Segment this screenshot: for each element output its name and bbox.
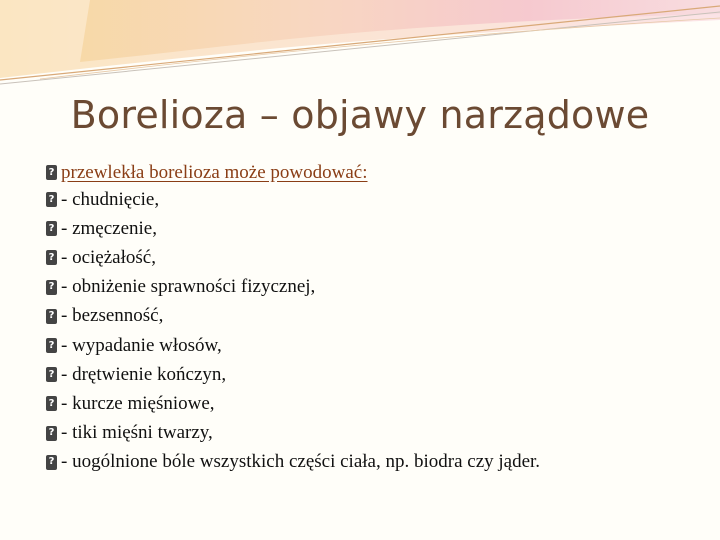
bullet-icon: ? [46, 396, 57, 411]
bullet-icon: ? [46, 309, 57, 324]
bullet-icon: ? [46, 165, 57, 180]
list-item-text: - tiki mięśni twarzy, [61, 422, 213, 444]
list-item-text: - chudnięcie, [61, 188, 160, 210]
bullet-icon: ? [46, 426, 57, 441]
bullet-icon: ? [46, 221, 57, 236]
list-item-text: - zmęczenie, [61, 217, 157, 239]
bullet-icon: ? [46, 455, 57, 470]
list-item-text: - obniżenie sprawności fizycznej, [61, 276, 316, 298]
list-item-text: - uogólnione bóle wszystkich części ciała, np. biodra czy jąder. [61, 451, 541, 473]
bullet-icon: ? [46, 192, 57, 207]
list-item [46, 185, 706, 214]
list-item-text: - drętwienie kończyn, [61, 363, 227, 385]
bullet-icon: ? [46, 250, 57, 265]
list-item-text: - kurcze mięśniowe, [61, 392, 215, 414]
list-item-text: - bezsenność, [61, 305, 164, 327]
list-item [46, 214, 706, 243]
slide-title: Borelioza – objawy narządowe [70, 93, 650, 137]
list-item-text: - wypadanie włosów, [61, 334, 222, 356]
bullet-list [46, 160, 706, 477]
bullet-icon: ? [46, 338, 57, 353]
list-item [46, 360, 706, 389]
list-item [46, 389, 706, 418]
bullet-icon: ? [46, 367, 57, 382]
list-item [46, 448, 706, 477]
top-decoration [0, 0, 720, 90]
list-heading-text: przewlekła borelioza może powodować: [61, 161, 368, 183]
list-item [46, 243, 706, 272]
list-item [46, 273, 706, 302]
bullet-icon: ? [46, 280, 57, 295]
list-item [46, 302, 706, 331]
list-item-text: - ociężałość, [61, 246, 156, 268]
list-item [46, 331, 706, 360]
list-heading [46, 160, 706, 185]
list-item [46, 419, 706, 448]
